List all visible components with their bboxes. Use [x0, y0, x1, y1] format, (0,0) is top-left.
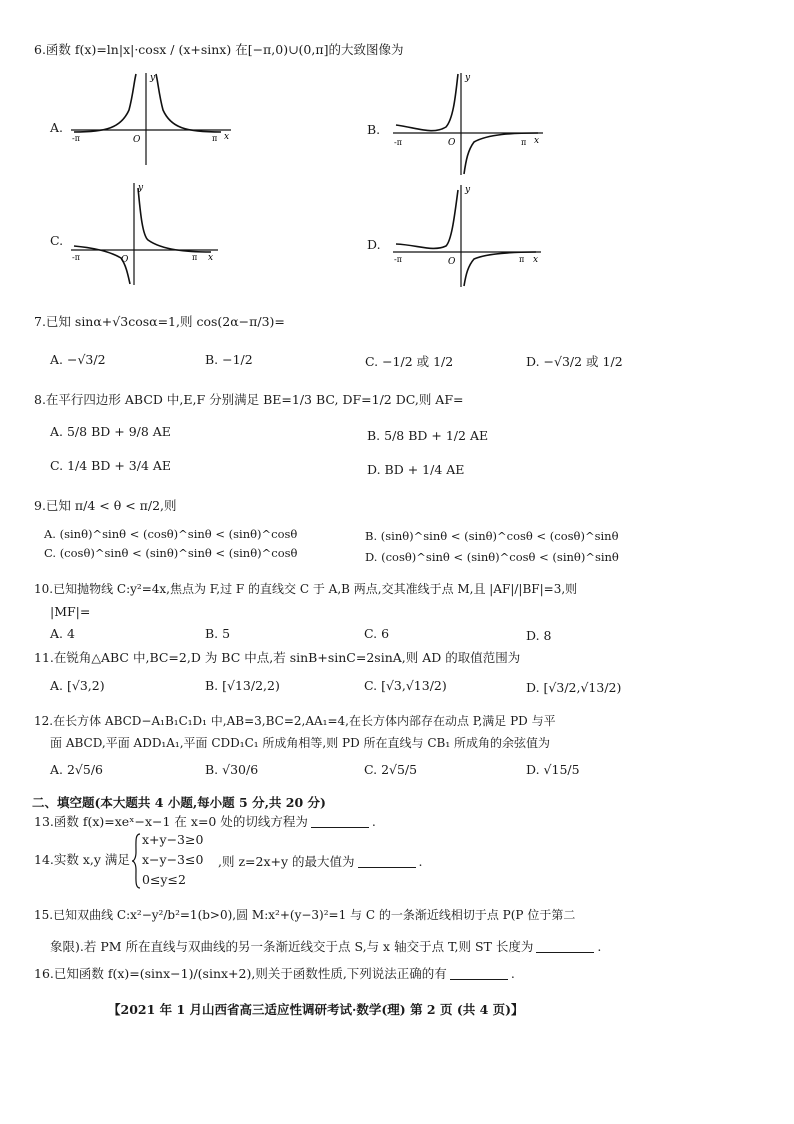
- q13-text: 13.函数 f(x)=xeˣ−x−1 在 x=0 处的切线方程为: [34, 814, 308, 829]
- q13-answer-blank[interactable]: [311, 815, 369, 828]
- curve-right: [156, 74, 221, 132]
- q7-option-a: A. −√3/2: [50, 352, 106, 367]
- q6-graph-c: [66, 180, 226, 290]
- q11-option-d: D. [√3/2,√13/2): [526, 680, 622, 695]
- svg-text:-π: -π: [72, 253, 80, 262]
- q14-rest: [218, 852, 423, 870]
- svg-text:O: O: [448, 257, 456, 267]
- q9-option-b: B. (sinθ)^sinθ < (sinθ)^cosθ < (cosθ)^sinθ: [365, 529, 619, 543]
- q16-answer-blank[interactable]: [450, 967, 508, 980]
- neg-pi-label: -π: [72, 134, 80, 143]
- q14-end: .: [418, 854, 423, 869]
- q10-stem: 10.已知抛物线 C:y²=4x,焦点为 F,过 F 的直线交 C 于 A,B 两点,交其准线于点 M,且 |AF|/|BF|=3,则: [34, 582, 578, 596]
- page-footer: 【2021 年 1 月山西省高三适应性调研考试·数学(理) 第 2 页 (共 4 页)】: [108, 1002, 524, 1017]
- x-label: x: [224, 132, 230, 142]
- q6-option-c-label: C.: [50, 233, 64, 248]
- q15-line-1: 15.已知双曲线 C:x²−y²/b²=1(b>0),圆 M:x²+(y−3)²=1 与 C 的一条渐近线相切于点 P(P 位于第二: [34, 908, 576, 922]
- q10-option-a: A. 4: [50, 626, 75, 641]
- q12-option-c: C. 2√5/5: [364, 762, 418, 777]
- q12-stem: 12.在长方体 ABCD−A₁B₁C₁D₁ 中,AB=3,BC=2,AA₁=4,在长方体内部存在动点 P,满足 PD 与平: [34, 714, 556, 728]
- q14-brace-icon: [132, 832, 142, 890]
- q6-stem: 6.函数 f(x)=ln|x|·cosx / (x+sinx) 在[−π,0)∪(0,π]的大致图像为: [34, 42, 404, 57]
- q14-text: ,则 z=2x+y 的最大值为: [218, 854, 355, 869]
- q13: [34, 812, 376, 830]
- y-label: y: [150, 73, 156, 83]
- q15-answer-blank[interactable]: [536, 940, 594, 953]
- q12-option-a: A. 2√5/6: [50, 762, 104, 777]
- q8-stem: 8.在平行四边形 ABCD 中,E,F 分别满足 BE=1/3 BC, DF=1/2 DC,则 AF=: [34, 392, 464, 407]
- q7-option-c: C. −1/2 或 1/2: [365, 354, 454, 369]
- q6-option-a-label: A.: [50, 120, 64, 135]
- q7-stem: 7.已知 sinα+√3cosα=1,则 cos(2α−π/3)=: [34, 314, 285, 329]
- q12-option-d: D. √15/5: [526, 762, 580, 777]
- q9-option-c: C. (cosθ)^sinθ < (sinθ)^sinθ < (sinθ)^cosθ: [44, 546, 298, 560]
- svg-text:O: O: [121, 255, 129, 265]
- svg-text:y: y: [465, 73, 471, 83]
- q10-option-b: B. 5: [205, 626, 231, 641]
- q8-option-a: A. 5/8 BD + 9/8 AE: [50, 424, 171, 439]
- q8-option-b: B. 5/8 BD + 1/2 AE: [367, 428, 489, 443]
- q15-end: .: [597, 939, 602, 954]
- q9-option-a: A. (sinθ)^sinθ < (cosθ)^sinθ < (sinθ)^cosθ: [44, 527, 298, 541]
- q11-option-a: A. [√3,2): [50, 678, 105, 693]
- q14-answer-blank[interactable]: [358, 855, 416, 868]
- q7-option-b: B. −1/2: [205, 352, 253, 367]
- q11-option-c: C. [√3,√13/2): [364, 678, 447, 693]
- svg-text:π: π: [192, 253, 198, 262]
- q15-text: 象限).若 PM 所在直线与双曲线的另一条渐近线交于点 S,与 x 轴交于点 T,则 ST 长度为: [50, 939, 534, 954]
- svg-text:π: π: [521, 138, 527, 147]
- q6-graph-b: [388, 70, 548, 180]
- q6-graph-a: [66, 70, 236, 170]
- q7-option-d: D. −√3/2 或 1/2: [526, 354, 623, 369]
- pi-label: π: [212, 134, 218, 143]
- curve-left: [74, 74, 136, 132]
- q10-option-d: D. 8: [526, 628, 552, 643]
- q6-graph-d: [388, 182, 548, 292]
- svg-text:y: y: [465, 185, 471, 195]
- q8-option-d: D. BD + 1/4 AE: [367, 462, 465, 477]
- svg-text:O: O: [448, 138, 456, 148]
- q11-stem: 11.在锐角△ABC 中,BC=2,D 为 BC 中点,若 sinB+sinC=2sinA,则 AD 的取值范围为: [34, 650, 521, 665]
- q16-text: 16.已知函数 f(x)=(sinx−1)/(sinx+2),则关于函数性质,下列说法正确的有: [34, 966, 447, 981]
- q15-line-2: [50, 937, 601, 955]
- svg-text:x: x: [208, 253, 214, 263]
- q14-lead: 14.实数 x,y 满足: [34, 852, 130, 867]
- q14-constraint-1: x+y−3≥0: [142, 832, 204, 847]
- q6-option-d-label: D.: [367, 237, 381, 252]
- q10-stem-continued: |MF|=: [50, 604, 91, 619]
- svg-text:x: x: [533, 255, 539, 265]
- q16: [34, 964, 515, 982]
- q9-stem: 9.已知 π/4 < θ < π/2,则: [34, 498, 177, 513]
- q16-end: .: [510, 966, 515, 981]
- section-2-heading: 二、填空题(本大题共 4 小题,每小题 5 分,共 20 分): [32, 795, 326, 810]
- q11-option-b: B. [√13/2,2): [205, 678, 280, 693]
- q12-option-b: B. √30/6: [205, 762, 259, 777]
- q14-constraint-3: 0≤y≤2: [142, 872, 186, 887]
- origin-label: O: [133, 135, 141, 145]
- q12-stem-continued: 面 ABCD,平面 ADD₁A₁,平面 CDD₁C₁ 所成角相等,则 PD 所在直线与 CB₁ 所成角的余弦值为: [50, 736, 550, 750]
- q6-option-b-label: B.: [367, 122, 381, 137]
- q14-constraint-2: x−y−3≤0: [142, 852, 204, 867]
- svg-text:-π: -π: [394, 138, 402, 147]
- svg-text:x: x: [534, 136, 540, 146]
- q9-option-d: D. (cosθ)^sinθ < (sinθ)^cosθ < (sinθ)^sinθ: [365, 550, 619, 564]
- q8-option-c: C. 1/4 BD + 3/4 AE: [50, 458, 172, 473]
- svg-text:-π: -π: [394, 255, 402, 264]
- svg-text:y: y: [138, 183, 144, 193]
- q10-option-c: C. 6: [364, 626, 390, 641]
- svg-text:π: π: [519, 255, 525, 264]
- q13-end: .: [371, 814, 376, 829]
